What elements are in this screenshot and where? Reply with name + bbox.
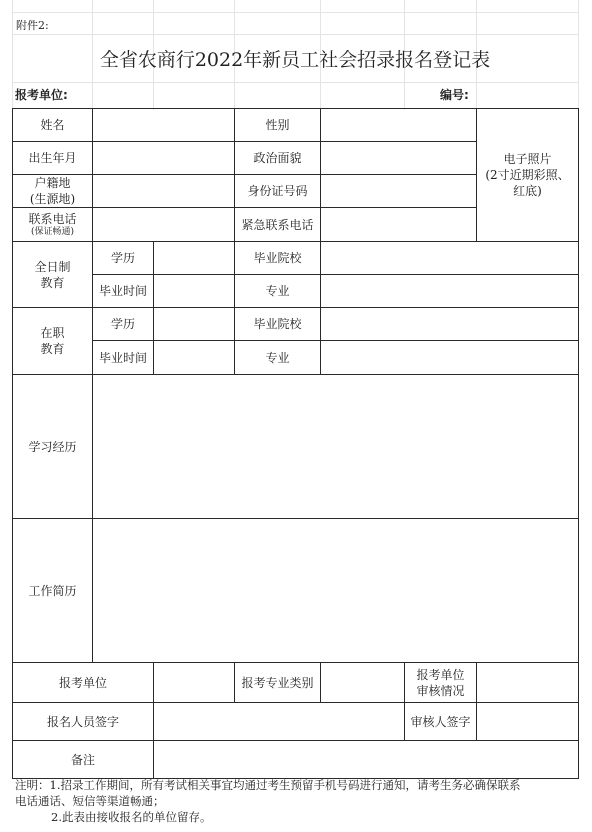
registration-form-table	[12, 108, 579, 779]
label-gender: 性别	[235, 109, 321, 142]
label-apply-major-category: 报考专业类别	[235, 663, 321, 703]
fulltime-sublabel: 教育	[40, 275, 65, 290]
field-inservice-degree[interactable]	[154, 308, 235, 341]
apply-unit-label: 报考单位:	[15, 88, 68, 102]
phone-label: 联系电话	[28, 212, 77, 226]
label-study-history: 学习经历	[13, 375, 93, 519]
unit-review-label: 报考单位	[416, 667, 465, 682]
label-unit-review	[405, 663, 477, 703]
label-fulltime-education	[13, 242, 93, 308]
label-fulltime-degree: 学历	[93, 242, 154, 275]
field-apply-unit[interactable]	[154, 663, 235, 703]
hukou-sublabel: (生源地)	[29, 192, 76, 206]
label-remarks: 备注	[13, 741, 154, 779]
field-fulltime-major[interactable]	[321, 275, 579, 308]
photo-label: 电子照片	[503, 152, 552, 166]
field-fulltime-school[interactable]	[321, 242, 579, 275]
field-fulltime-grad-time[interactable]	[154, 275, 235, 308]
label-name: 姓名	[13, 109, 93, 142]
label-fulltime-grad-time: 毕业时间	[93, 275, 154, 308]
label-id-number: 身份证号码	[235, 175, 321, 208]
photo-area[interactable]	[477, 109, 579, 242]
label-fulltime-school: 毕业院校	[235, 242, 321, 275]
field-study-history[interactable]	[93, 375, 579, 519]
label-phone	[13, 208, 93, 242]
label-hukou	[13, 175, 93, 208]
field-emergency-phone[interactable]	[321, 208, 477, 242]
field-phone[interactable]	[93, 208, 235, 242]
sheet-gridline	[12, 82, 578, 83]
field-name[interactable]	[93, 109, 235, 142]
field-fulltime-degree[interactable]	[154, 242, 235, 275]
inservice-sublabel: 教育	[40, 342, 65, 356]
field-inservice-major[interactable]	[321, 341, 579, 375]
hukou-label: 户籍地	[34, 176, 71, 190]
notes-section	[15, 777, 581, 825]
note-line-2: 电话通话、短信等渠道畅通；	[15, 794, 165, 808]
page-title: 全省农商行2022年新员工社会招录报名登记表	[99, 49, 491, 71]
field-inservice-school[interactable]	[321, 308, 579, 341]
label-inservice-grad-time: 毕业时间	[93, 341, 154, 375]
label-emergency-phone: 紧急联系电话	[235, 208, 321, 242]
unit-review-sublabel: 审核情况	[416, 683, 465, 698]
field-id-number[interactable]	[321, 175, 477, 208]
photo-background-note: 红底)	[513, 184, 542, 198]
sheet-gridline	[12, 12, 578, 13]
phone-sublabel: (保证畅通)	[30, 227, 75, 237]
field-reviewer-signature[interactable]	[477, 703, 579, 741]
note-line-1: 注明：1.招录工作期间，所有考试相关事宜均通过考生预留手机号码进行通知，请考生务必确保联系	[15, 778, 521, 792]
label-inservice-major: 专业	[235, 341, 321, 375]
label-inservice-school: 毕业院校	[235, 308, 321, 341]
field-unit-review[interactable]	[477, 663, 579, 703]
note-line-3: 2.此表由接收报名的单位留存。	[51, 810, 212, 824]
label-birth: 出生年月	[13, 142, 93, 175]
label-apply-unit: 报考单位	[13, 663, 154, 703]
field-applicant-signature[interactable]	[154, 703, 405, 741]
fulltime-label: 全日制	[34, 259, 71, 274]
photo-size-note: (2寸近期彩照、	[485, 168, 570, 182]
field-apply-major-category[interactable]	[321, 663, 405, 703]
field-birth[interactable]	[93, 142, 235, 175]
attachment-label: 附件2:	[16, 19, 49, 32]
label-political: 政治面貌	[235, 142, 321, 175]
field-hukou[interactable]	[93, 175, 235, 208]
field-remarks[interactable]	[154, 741, 579, 779]
field-work-history[interactable]	[93, 519, 579, 663]
field-political[interactable]	[321, 142, 477, 175]
serial-number-label: 编号:	[440, 88, 469, 102]
label-fulltime-major: 专业	[235, 275, 321, 308]
label-applicant-signature: 报名人员签字	[13, 703, 154, 741]
field-inservice-grad-time[interactable]	[154, 341, 235, 375]
sheet-gridline	[578, 0, 579, 110]
sheet-gridline	[12, 34, 578, 35]
label-inservice-education	[13, 308, 93, 375]
inservice-label: 在职	[40, 326, 65, 340]
label-inservice-degree: 学历	[93, 308, 154, 341]
label-reviewer-signature: 审核人签字	[405, 703, 477, 741]
field-gender[interactable]	[321, 109, 477, 142]
label-work-history: 工作简历	[13, 519, 93, 663]
